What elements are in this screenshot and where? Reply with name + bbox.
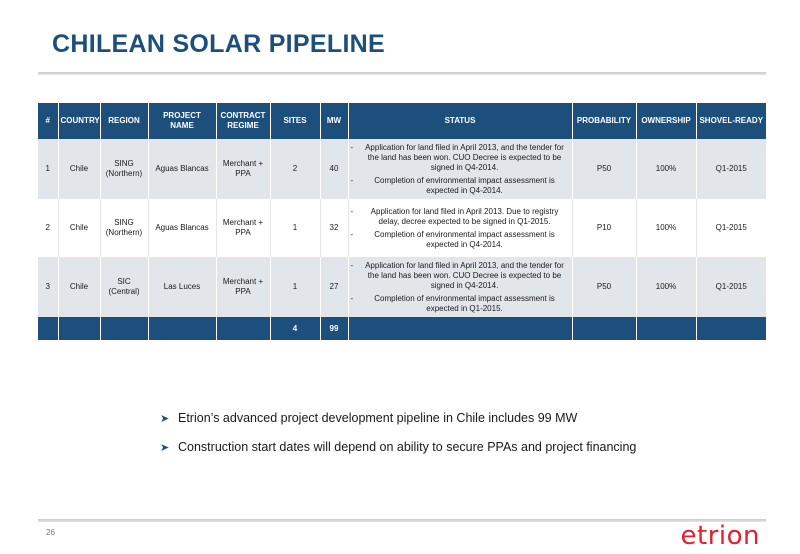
status-item: - Application for land filed in April 2013, and the tender for the land has been won. CUO Decree is expected to be signed in Q4-2014.: [350, 142, 564, 172]
cell-contract: Merchant + PPA: [216, 199, 270, 257]
col-header: PROJECT NAME: [148, 103, 216, 139]
total-sites: 4: [270, 317, 320, 340]
bullet-item: [160, 437, 636, 457]
total-mw: 99: [320, 317, 348, 340]
cell-country: Chile: [58, 257, 100, 317]
page-number: 26: [46, 528, 55, 537]
total-cell-empty: [216, 317, 270, 340]
title-divider: [38, 72, 766, 75]
total-cell-empty: [696, 317, 766, 340]
cell-mw: 32: [320, 199, 348, 257]
col-header: REGION: [100, 103, 148, 139]
total-cell-empty: [100, 317, 148, 340]
pipeline-table: [38, 103, 766, 340]
cell-status: [348, 199, 572, 257]
col-header: #: [38, 103, 58, 139]
cell-status: [348, 139, 572, 199]
bullet-item: [160, 408, 636, 428]
table-row: [38, 257, 766, 317]
col-header: SITES: [270, 103, 320, 139]
cell-sites: 1: [270, 257, 320, 317]
total-cell-empty: [38, 317, 58, 340]
status-item: - Completion of environmental impact assessment is expected in Q4-2014.: [350, 175, 555, 195]
cell-ownership: 100%: [636, 139, 696, 199]
status-item: - Completion of environmental impact assessment is expected in Q4-2014.: [350, 229, 555, 249]
cell-status: [348, 257, 572, 317]
col-header: OWNERSHIP: [636, 103, 696, 139]
cell-ownership: 100%: [636, 257, 696, 317]
cell-region: SING (Northern): [100, 139, 148, 199]
cell-project: Aguas Blancas: [148, 199, 216, 257]
dash-marker: -: [350, 260, 354, 270]
cell-project: Las Luces: [148, 257, 216, 317]
cell-probability: P50: [572, 139, 636, 199]
bullet-text: Construction start dates will depend on ability to secure PPAs and project financing: [178, 440, 637, 454]
status-item: - Completion of environmental impact assessment is expected in Q1-2015.: [350, 293, 555, 313]
total-cell-empty: [148, 317, 216, 340]
dash-marker: -: [350, 175, 354, 185]
cell-region: SING (Northern): [100, 199, 148, 257]
cell-sites: 1: [270, 199, 320, 257]
total-cell-empty: [572, 317, 636, 340]
footer-divider: [38, 519, 766, 522]
cell-country: Chile: [58, 139, 100, 199]
table-total-row: [38, 317, 766, 340]
cell-num: 1: [38, 139, 58, 199]
cell-country: Chile: [58, 199, 100, 257]
etrion-logo: etrion: [680, 521, 760, 551]
cell-mw: 40: [320, 139, 348, 199]
dash-marker: -: [350, 293, 354, 303]
col-header: STATUS: [348, 103, 572, 139]
table-row: [38, 199, 766, 257]
cell-mw: 27: [320, 257, 348, 317]
status-item: - Application for land filed in April 2013. Due to registry delay, decree expected to be signed in Q1-2015.: [350, 206, 559, 226]
cell-contract: Merchant + PPA: [216, 139, 270, 199]
table-header-row: [38, 103, 766, 139]
col-header: CONTRACT REGIME: [216, 103, 270, 139]
bullet-list: [160, 408, 636, 466]
status-item: - Application for land filed in April 2013, and the tender for the land has been won. CUO Decree is expected to be signed in Q4-2014.: [350, 260, 564, 290]
total-cell-empty: [636, 317, 696, 340]
table-row: [38, 139, 766, 199]
cell-sites: 2: [270, 139, 320, 199]
col-header: COUNTRY: [58, 103, 100, 139]
cell-ownership: 100%: [636, 199, 696, 257]
cell-probability: P50: [572, 257, 636, 317]
cell-probability: P10: [572, 199, 636, 257]
cell-shovel-ready: Q1-2015: [696, 139, 766, 199]
cell-shovel-ready: Q1-2015: [696, 257, 766, 317]
total-cell-empty: [58, 317, 100, 340]
cell-shovel-ready: Q1-2015: [696, 199, 766, 257]
page-title: CHILEAN SOLAR PIPELINE: [52, 30, 386, 58]
cell-project: Aguas Blancas: [148, 139, 216, 199]
arrowhead-icon: ➤: [160, 412, 170, 425]
cell-num: 2: [38, 199, 58, 257]
col-header: MW: [320, 103, 348, 139]
dash-marker: -: [350, 206, 354, 216]
dash-marker: -: [350, 229, 354, 239]
cell-contract: Merchant + PPA: [216, 257, 270, 317]
cell-num: 3: [38, 257, 58, 317]
col-header: SHOVEL-READY: [696, 103, 766, 139]
arrowhead-icon: ➤: [160, 441, 170, 454]
dash-marker: -: [350, 142, 354, 152]
cell-region: SIC (Central): [100, 257, 148, 317]
col-header: PROBABILITY: [572, 103, 636, 139]
total-cell-empty: [348, 317, 572, 340]
bullet-text: Etrion’s advanced project development pipeline in Chile includes 99 MW: [178, 411, 578, 425]
